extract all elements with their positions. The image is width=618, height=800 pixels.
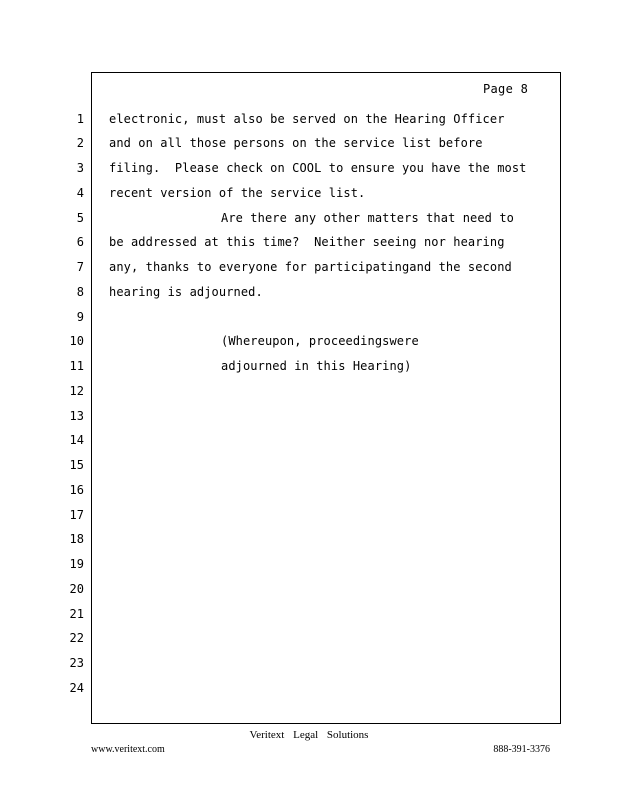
page-number: Page 8 [483, 82, 529, 96]
footer-company: Veritext Legal Solutions [249, 729, 369, 741]
line-text-4: recent version of the service list. [109, 186, 366, 200]
line-number-3: 3 [76, 161, 84, 175]
line-number-24: 24 [69, 681, 84, 695]
line-number-12: 12 [69, 384, 84, 398]
line-number-21: 21 [69, 607, 84, 621]
line-text-11: adjourned in this Hearing) [221, 359, 412, 373]
line-number-6: 6 [76, 235, 84, 249]
line-number-11: 11 [69, 359, 84, 373]
line-text-7: any, thanks to everyone for participatingand the second [109, 260, 512, 274]
line-number-2: 2 [76, 136, 84, 150]
line-number-15: 15 [69, 458, 84, 472]
line-text-3: filing. Please check on COOL to ensure you have the most [109, 161, 527, 175]
line-number-7: 7 [76, 260, 84, 274]
line-number-18: 18 [69, 532, 84, 546]
line-text-10: (Whereupon, proceedingswere [221, 334, 419, 348]
line-text-2: and on all those persons on the service list before [109, 136, 483, 150]
line-number-1: 1 [76, 112, 84, 126]
line-number-5: 5 [76, 211, 84, 225]
line-text-8: hearing is adjourned. [109, 285, 263, 299]
line-number-20: 20 [69, 582, 84, 596]
line-number-23: 23 [69, 656, 84, 670]
line-number-13: 13 [69, 409, 84, 423]
line-number-4: 4 [76, 186, 84, 200]
line-number-22: 22 [69, 631, 84, 645]
line-number-9: 9 [76, 310, 84, 324]
footer-website: www.veritext.com [91, 744, 165, 755]
line-number-16: 16 [69, 483, 84, 497]
line-number-17: 17 [69, 508, 84, 522]
line-number-14: 14 [69, 433, 84, 447]
line-text-1: electronic, must also be served on the Hearing Officer [109, 112, 505, 126]
line-number-19: 19 [69, 557, 84, 571]
line-text-6: be addressed at this time? Neither seeing nor hearing [109, 235, 505, 249]
line-number-10: 10 [69, 334, 84, 348]
footer-phone: 888-391-3376 [493, 744, 550, 755]
line-number-8: 8 [76, 285, 84, 299]
line-text-5: Are there any other matters that need to [221, 211, 514, 225]
